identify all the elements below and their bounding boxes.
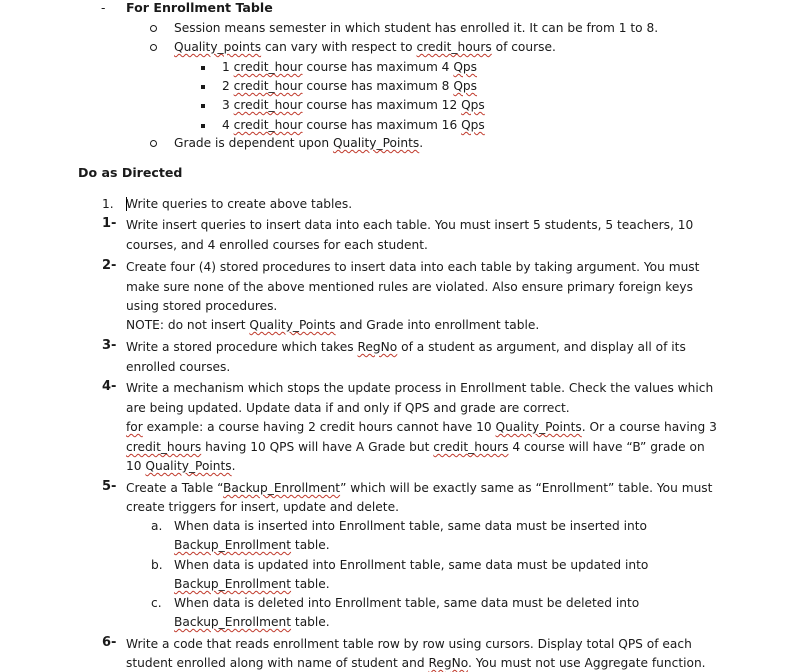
qp-text: Quality_points can vary with respect to credit_hours of course. — [174, 40, 556, 54]
item-text: make sure none of the above mentioned rules are violated. Also ensure primary foreign keys — [126, 280, 693, 294]
sub-item-label: c. — [151, 596, 162, 610]
item-number: 2- — [102, 258, 117, 273]
sub-item-label: b. — [151, 558, 163, 572]
item-text: Write a code that reads enrollment table row by row using cursors. Display total QPS of each — [126, 637, 692, 651]
sub-item-text: Backup_Enrollment table. — [174, 615, 330, 629]
item-text: Write a stored procedure which takes RegNo of a student as argument, and display all of its — [126, 340, 686, 354]
rule-line: 4 credit_hour course has maximum 16 Qps — [222, 118, 485, 132]
item-text: NOTE: do not insert Quality_Points and Grade into enrollment table. — [126, 318, 540, 332]
item-text: enrolled courses. — [126, 360, 231, 374]
dash-marker: - — [101, 1, 106, 15]
item-text: are being updated. Update data if and only if QPS and grade are correct. — [126, 401, 570, 415]
item-number: 5- — [102, 479, 117, 494]
item-text: Write insert queries to insert data into each table. You must insert 5 students, 5 teachers, 10 — [126, 218, 694, 232]
grade-text: Grade is dependent upon Quality_Points. — [174, 136, 424, 150]
enrollment-heading: For Enrollment Table — [126, 0, 273, 15]
sub-item-text: When data is inserted into Enrollment table, same data must be inserted into — [174, 519, 647, 533]
item-text: Write a mechanism which stops the update process in Enrollment table. Check the values which — [126, 381, 714, 395]
item-number: 3- — [102, 338, 117, 353]
item-text: courses, and 4 enrolled courses for each student. — [126, 238, 428, 252]
item-text: Create four (4) stored procedures to insert data into each table by taking argument. You must — [126, 260, 700, 274]
square-bullet-icon — [201, 66, 205, 70]
item-number: 1. — [102, 197, 114, 211]
square-bullet-icon — [201, 85, 205, 89]
square-bullet-icon — [201, 104, 205, 108]
rule-line: 2 credit_hour course has maximum 8 Qps — [222, 79, 478, 93]
session-text: Session means semester in which student has enrolled it. It can be from 1 to 8. — [174, 21, 659, 35]
do-as-directed-heading: Do as Directed — [78, 165, 183, 180]
sub-item-text: When data is updated into Enrollment table, same data must be updated into — [174, 558, 649, 572]
item-text: Create a Table “Backup_Enrollment” which will be exactly same as “Enrollment” table. You must — [126, 481, 713, 495]
circle-bullet-icon — [150, 44, 157, 51]
square-bullet-icon — [201, 124, 205, 128]
item-number: 1- — [102, 216, 117, 231]
item-text: 10 Quality_Points. — [126, 459, 236, 473]
item-text: credit_hours having 10 QPS will have A Grade but credit_hours 4 course will have “B” grade on — [126, 440, 705, 454]
item-number: 6- — [102, 635, 117, 650]
sub-item-text: Backup_Enrollment table. — [174, 538, 330, 552]
sub-item-text: Backup_Enrollment table. — [174, 577, 330, 591]
rule-line: 3 credit_hour course has maximum 12 Qps — [222, 98, 485, 112]
item-text: for example: a course having 2 credit hours cannot have 10 Quality_Points. Or a course having 3 — [126, 420, 717, 434]
circle-bullet-icon — [150, 25, 157, 32]
item-text: create triggers for insert, update and delete. — [126, 500, 399, 514]
rule-line: 1 credit_hour course has maximum 4 Qps — [222, 60, 478, 74]
item-text: student enrolled along with name of student and RegNo. You must not use Aggregate function. — [126, 656, 706, 670]
circle-bullet-icon — [150, 140, 157, 147]
item-text: using stored procedures. — [126, 299, 278, 313]
sub-item-text: When data is deleted into Enrollment table, same data must be deleted into — [174, 596, 640, 610]
sub-item-label: a. — [151, 519, 163, 533]
item-text: Write queries to create above tables. — [126, 197, 353, 211]
item-number: 4- — [102, 379, 117, 394]
